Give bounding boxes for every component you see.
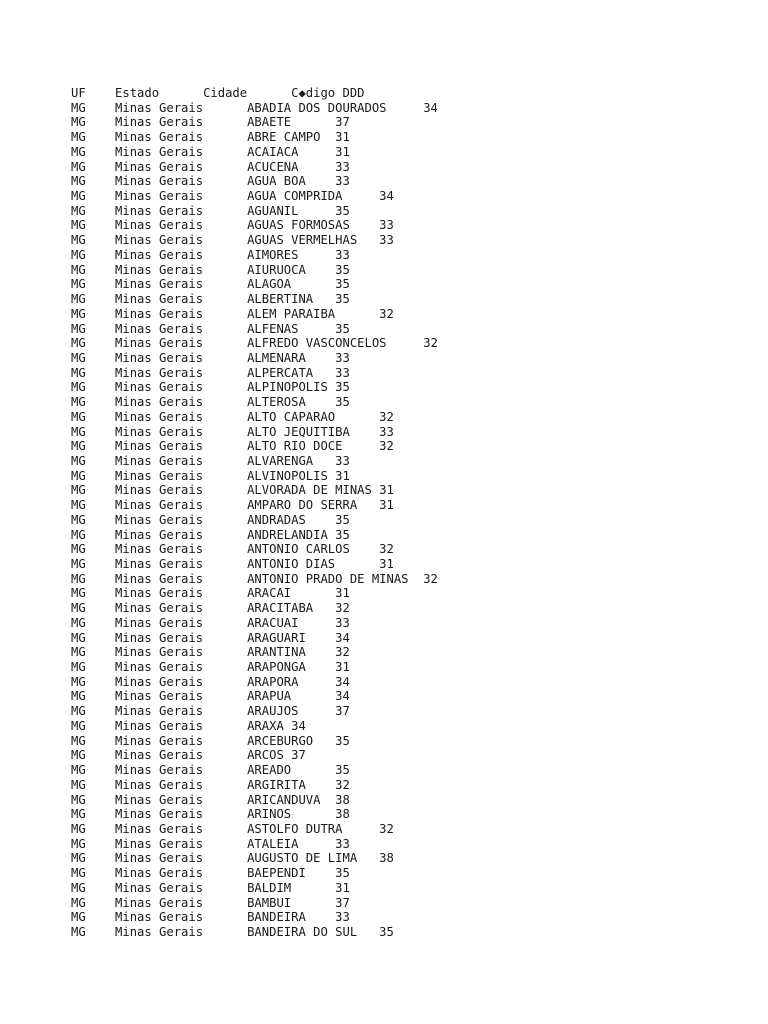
data-line: MG Minas Gerais ACUCENA 33 (71, 159, 350, 174)
data-line: MG Minas Gerais ATALEIA 33 (71, 836, 350, 851)
data-line: MG Minas Gerais ASTOLFO DUTRA 32 (71, 821, 394, 836)
data-line: MG Minas Gerais ANDRADAS 35 (71, 512, 350, 527)
document-text-block (71, 86, 438, 940)
data-line: MG Minas Gerais BALDIM 31 (71, 880, 350, 895)
data-line: MG Minas Gerais ARAPONGA 31 (71, 660, 350, 675)
data-line: MG Minas Gerais ABRE CAMPO 31 (71, 130, 350, 145)
data-line: MG Minas Gerais ALVINOPOLIS 31 (71, 468, 350, 483)
data-line: MG Minas Gerais AGUA COMPRIDA 34 (71, 189, 394, 204)
data-line: MG Minas Gerais ARINOS 38 (71, 807, 350, 822)
data-line: MG Minas Gerais AREADO 35 (71, 763, 350, 778)
data-line: MG Minas Gerais ARACAI 31 (71, 586, 350, 601)
data-line: MG Minas Gerais ABAETE 37 (71, 115, 350, 130)
data-line: MG Minas Gerais ALAGOA 35 (71, 277, 350, 292)
data-line: MG Minas Gerais ALEM PARAIBA 32 (71, 306, 394, 321)
data-line: MG Minas Gerais AGUA BOA 33 (71, 174, 350, 189)
data-line: MG Minas Gerais AIURUOCA 35 (71, 262, 350, 277)
data-line: MG Minas Gerais ARGIRITA 32 (71, 777, 350, 792)
data-line: MG Minas Gerais ALPINOPOLIS 35 (71, 380, 350, 395)
data-line: MG Minas Gerais ARANTINA 32 (71, 645, 350, 660)
data-line: MG Minas Gerais ARCOS 37 (71, 748, 306, 763)
data-line: MG Minas Gerais ALBERTINA 35 (71, 292, 350, 307)
data-line: MG Minas Gerais BAMBUI 37 (71, 895, 350, 910)
data-line: MG Minas Gerais ALPERCATA 33 (71, 365, 350, 380)
data-line: MG Minas Gerais AGUAS VERMELHAS 33 (71, 233, 394, 248)
data-line: MG Minas Gerais BANDEIRA 33 (71, 910, 350, 925)
data-line: MG Minas Gerais AMPARO DO SERRA 31 (71, 498, 394, 513)
data-line: MG Minas Gerais ARAUJOS 37 (71, 704, 350, 719)
data-line: MG Minas Gerais ARACITABA 32 (71, 601, 350, 616)
data-line: MG Minas Gerais ARAGUARI 34 (71, 630, 350, 645)
data-line: MG Minas Gerais ALTEROSA 35 (71, 395, 350, 410)
data-line: MG Minas Gerais ARCEBURGO 35 (71, 733, 350, 748)
data-line: MG Minas Gerais BANDEIRA DO SUL 35 (71, 924, 394, 939)
data-line: MG Minas Gerais ALTO CAPARAO 32 (71, 409, 394, 424)
data-line: MG Minas Gerais ABADIA DOS DOURADOS 34 (71, 100, 438, 115)
data-line: MG Minas Gerais AGUANIL 35 (71, 203, 350, 218)
data-line: MG Minas Gerais ARACUAI 33 (71, 615, 350, 630)
data-line: MG Minas Gerais ALTO JEQUITIBA 33 (71, 424, 394, 439)
data-line: MG Minas Gerais ALFENAS 35 (71, 321, 350, 336)
data-line: MG Minas Gerais AGUAS FORMOSAS 33 (71, 218, 394, 233)
data-line: MG Minas Gerais ARAPUA 34 (71, 689, 350, 704)
data-line: MG Minas Gerais ANDRELANDIA 35 (71, 527, 350, 542)
data-line: MG Minas Gerais ALVORADA DE MINAS 31 (71, 483, 394, 498)
data-line: MG Minas Gerais ARAXA 34 (71, 718, 306, 733)
data-line: MG Minas Gerais ALVARENGA 33 (71, 453, 350, 468)
data-line: MG Minas Gerais ALTO RIO DOCE 32 (71, 439, 394, 454)
data-line: MG Minas Gerais ANTONIO CARLOS 32 (71, 542, 394, 557)
data-line: MG Minas Gerais AUGUSTO DE LIMA 38 (71, 851, 394, 866)
header-line: UF Estado Cidade C◆digo DDD (71, 86, 365, 100)
data-line: MG Minas Gerais AIMORES 33 (71, 247, 350, 262)
data-line: MG Minas Gerais ALFREDO VASCONCELOS 32 (71, 336, 438, 351)
data-line: MG Minas Gerais ACAIACA 31 (71, 144, 350, 159)
data-line: MG Minas Gerais ALMENARA 33 (71, 350, 350, 365)
data-line: MG Minas Gerais BAEPENDI 35 (71, 866, 350, 881)
data-line: MG Minas Gerais ANTONIO DIAS 31 (71, 557, 394, 571)
data-line: MG Minas Gerais ARAPORA 34 (71, 674, 350, 689)
data-line: MG Minas Gerais ANTONIO PRADO DE MINAS 32 (71, 571, 438, 586)
data-line: MG Minas Gerais ARICANDUVA 38 (71, 792, 350, 807)
